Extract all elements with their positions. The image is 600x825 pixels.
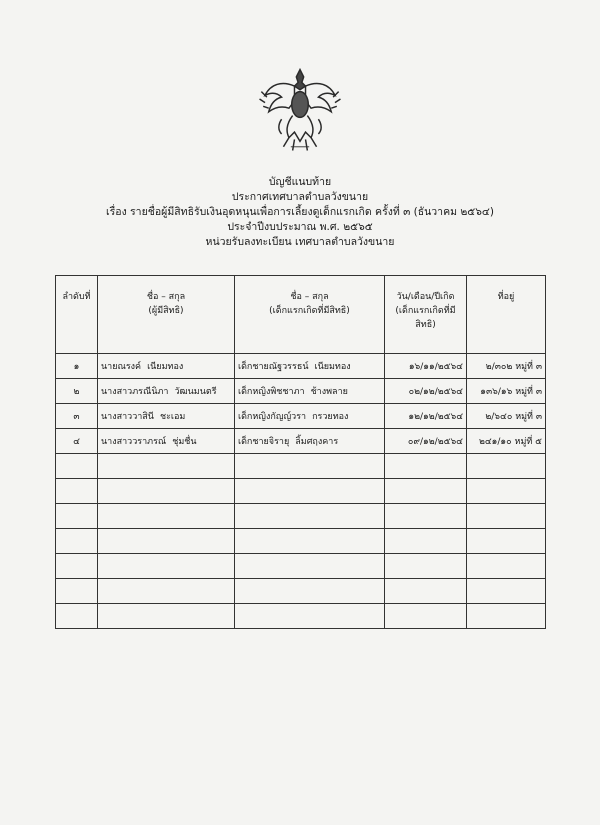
empty-row <box>56 454 546 479</box>
garuda-emblem <box>254 64 346 156</box>
cell-address: ๒๔๑/๑๐ หมู่ที่ ๕ <box>467 429 546 454</box>
heading-line-4: ประจำปีงบประมาณ พ.ศ. ๒๕๖๕ <box>227 221 373 233</box>
cell-claimant: นางสาวภรณีนิภา วัฒนมนตรี <box>98 379 235 404</box>
empty-cell <box>98 479 235 504</box>
empty-cell <box>235 479 385 504</box>
cell-no: ๒ <box>56 379 98 404</box>
cell-no: ๔ <box>56 429 98 454</box>
empty-cell <box>56 504 98 529</box>
heading-line-1: บัญชีแนบท้าย <box>268 176 332 188</box>
cell-address: ๒/๖๔๐ หมู่ที่ ๓ <box>467 404 546 429</box>
empty-cell <box>98 579 235 604</box>
empty-cell <box>385 554 467 579</box>
cell-dob: ๐๒/๑๒/๒๕๖๔ <box>385 379 467 404</box>
cell-address: ๒/๓๐๒ หมู่ที่ ๓ <box>467 354 546 379</box>
cell-no: ๓ <box>56 404 98 429</box>
table-row <box>56 354 546 379</box>
empty-cell <box>98 554 235 579</box>
header-no: ลำดับที่ <box>56 276 98 354</box>
document-heading <box>0 175 600 250</box>
empty-cell <box>56 529 98 554</box>
cell-address: ๑๓๖/๑๖ หมู่ที่ ๓ <box>467 379 546 404</box>
empty-cell <box>467 454 546 479</box>
header-claimant: ชื่อ – สกุล (ผู้มีสิทธิ) <box>98 276 235 354</box>
table-row <box>56 429 546 454</box>
eligible-list-table <box>55 275 546 629</box>
empty-row <box>56 579 546 604</box>
cell-child: เด็กชายจิรายุ ลิ้มศฤงคาร <box>235 429 385 454</box>
empty-cell <box>385 454 467 479</box>
header-address: ที่อยู่ <box>467 276 546 354</box>
empty-cell <box>56 604 98 629</box>
empty-cell <box>98 529 235 554</box>
cell-claimant: นางสาววาสินี ชะเอม <box>98 404 235 429</box>
cell-claimant: นางสาววราภรณ์ ชุ่มชื่น <box>98 429 235 454</box>
cell-dob: ๑๖/๑๑/๒๕๖๔ <box>385 354 467 379</box>
empty-cell <box>467 604 546 629</box>
table-row <box>56 404 546 429</box>
empty-cell <box>56 579 98 604</box>
cell-dob: ๑๒/๑๒/๒๕๖๔ <box>385 404 467 429</box>
cell-child: เด็กหญิงกัญญ์วรา กรวยทอง <box>235 404 385 429</box>
empty-cell <box>235 604 385 629</box>
empty-row <box>56 504 546 529</box>
table-row <box>56 379 546 404</box>
empty-cell <box>467 504 546 529</box>
empty-row <box>56 554 546 579</box>
empty-row <box>56 529 546 554</box>
empty-cell <box>235 579 385 604</box>
empty-row <box>56 604 546 629</box>
empty-cell <box>56 454 98 479</box>
cell-claimant: นายณรงค์ เนียมทอง <box>98 354 235 379</box>
empty-cell <box>56 479 98 504</box>
empty-cell <box>98 504 235 529</box>
empty-cell <box>385 529 467 554</box>
empty-cell <box>235 529 385 554</box>
cell-no: ๑ <box>56 354 98 379</box>
empty-cell <box>385 504 467 529</box>
empty-cell <box>467 579 546 604</box>
heading-line-2: ประกาศเทศบาลตำบลวังขนาย <box>231 191 369 203</box>
heading-line-3: เรื่อง รายชื่อผู้มีสิทธิรับเงินอุดหนุนเพื่อการเลี้ยงดูเด็กแรกเกิด ครั้งที่ ๓ (ธันวาคม ๒๕๖๔) <box>106 206 494 218</box>
empty-cell <box>385 604 467 629</box>
empty-row <box>56 479 546 504</box>
table-header-row <box>56 276 546 354</box>
empty-cell <box>235 454 385 479</box>
empty-cell <box>235 554 385 579</box>
empty-cell <box>56 554 98 579</box>
cell-dob: ๐๙/๑๒/๒๕๖๔ <box>385 429 467 454</box>
empty-cell <box>98 604 235 629</box>
cell-child: เด็กหญิงพิชชาภา ช้างพลาย <box>235 379 385 404</box>
empty-cell <box>385 479 467 504</box>
empty-cell <box>98 454 235 479</box>
header-child: ชื่อ – สกุล (เด็กแรกเกิดที่มีสิทธิ) <box>235 276 385 354</box>
empty-cell <box>467 554 546 579</box>
header-dob: วัน/เดือน/ปีเกิด (เด็กแรกเกิดที่มี สิทธิ) <box>385 276 467 354</box>
heading-line-5: หน่วยรับลงทะเบียน เทศบาลตำบลวังขนาย <box>205 236 395 248</box>
cell-child: เด็กชายณัฐวรรธน์ เนียมทอง <box>235 354 385 379</box>
empty-cell <box>467 479 546 504</box>
empty-cell <box>385 579 467 604</box>
empty-cell <box>467 529 546 554</box>
empty-cell <box>235 504 385 529</box>
